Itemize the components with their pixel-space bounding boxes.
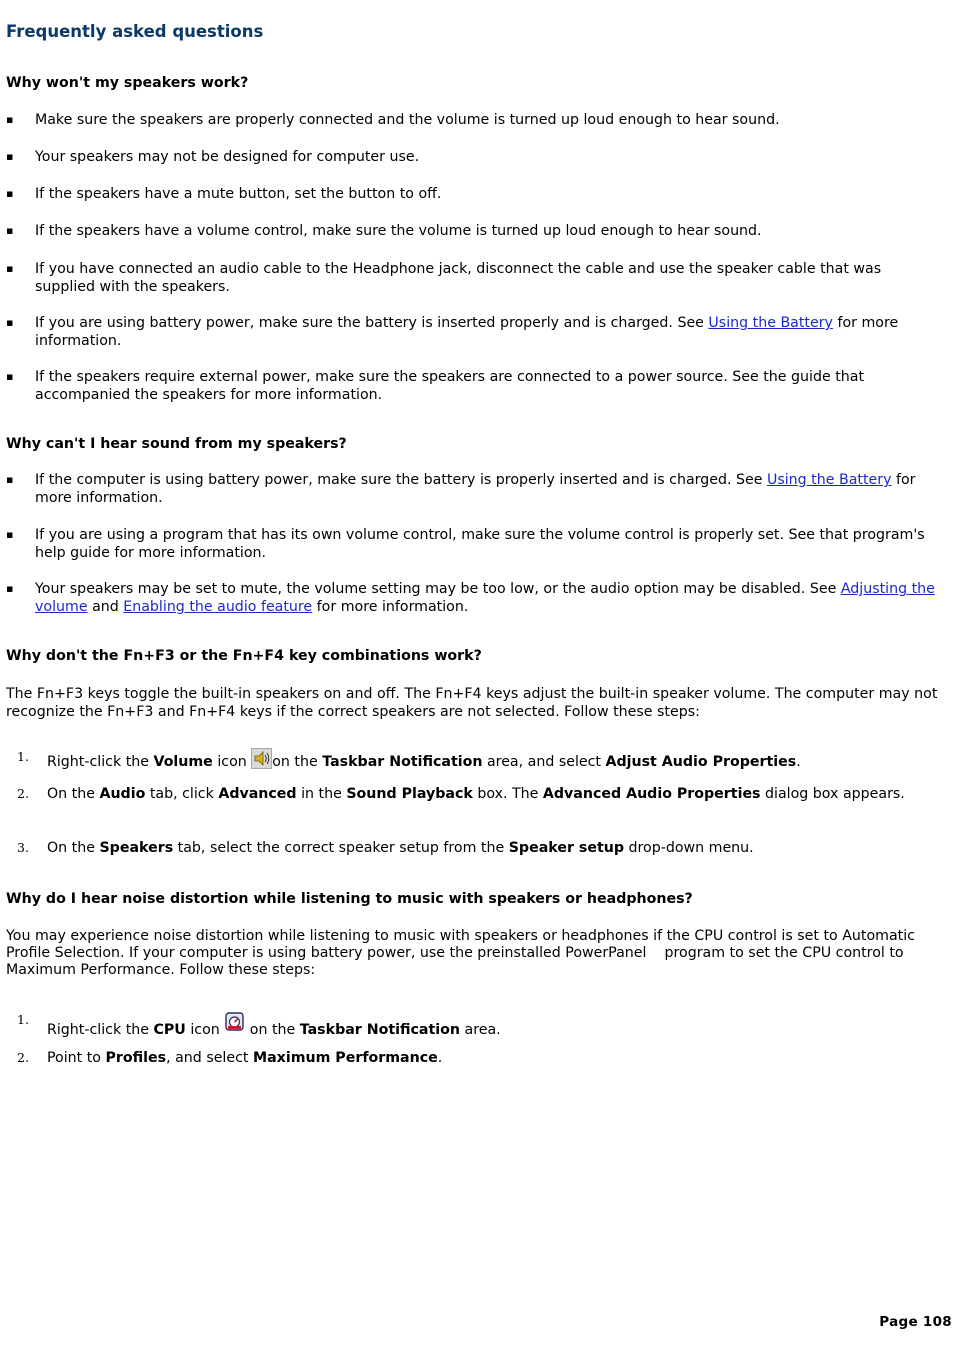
list-item: ▪ If the speakers have a mute button, set the button to off.: [6, 186, 442, 202]
paragraph: You may experience noise distortion while listening to music with speakers or headphones if the CPU control is set to Automatic Profile Selection. If your computer is using battery power, use the preinstalled PowerPanel program to set the CPU control to Maximum Performance. Follow these steps:: [6, 928, 915, 978]
bullet-marker: ▪: [6, 113, 14, 126]
list-item: ▪ If you have connected an audio cable to the Headphone jack, disconnect the cable and use the speaker cable that was supplied with the speakers.: [6, 261, 882, 295]
question-heading: Why won't my speakers work?: [6, 75, 249, 91]
list-item: ▪ If the speakers have a volume control, make sure the volume is turned up loud enough to hear sound.: [6, 223, 762, 239]
bullet-marker: ▪: [6, 262, 14, 275]
step-number: 1.: [17, 1012, 29, 1027]
cpu-powerpanel-icon: [224, 1011, 245, 1037]
list-item: ▪ If the computer is using battery power, make sure the battery is properly inserted and is charged. See Using the Battery for more information.: [6, 472, 916, 506]
list-item: ▪ Make sure the speakers are properly connected and the volume is turned up loud enough to hear sound.: [6, 112, 780, 128]
step-item: 2. On the Audio tab, click Advanced in the Sound Playback box. The Advanced Audio Properties dialog box appears.: [17, 786, 905, 802]
bullet-marker: ▪: [6, 473, 14, 486]
step-item: 1. Right-click the Volume icon on the Taskbar Notification area, and select Adjust Audio Properties.: [17, 748, 937, 774]
bullet-marker: ▪: [6, 582, 14, 595]
list-item: ▪ If you are using a program that has its own volume control, make sure the volume control is properly set. See that program's help guide for more information.: [6, 527, 925, 561]
using-the-battery-link[interactable]: Using the Battery: [766, 472, 892, 488]
question-heading: Why don't the Fn+F3 or the Fn+F4 key combinations work?: [6, 648, 482, 664]
step-number: 2.: [17, 1050, 29, 1065]
using-the-battery-link[interactable]: Using the Battery: [708, 315, 833, 331]
list-item: ▪ Your speakers may be set to mute, the volume setting may be too low, or the audio option may be disabled. See Adjusting the volume and Enabling the audio feature for more information.: [6, 581, 935, 615]
bullet-marker: ▪: [6, 187, 14, 200]
bullet-marker: ▪: [6, 370, 14, 383]
speaker-volume-icon: [251, 748, 272, 774]
step-number: 1.: [17, 749, 29, 764]
step-item: 3. On the Speakers tab, select the correct speaker setup from the Speaker setup drop-down menu.: [17, 840, 754, 856]
page-title: Frequently asked questions: [6, 22, 264, 41]
list-item: ▪ Your speakers may not be designed for computer use.: [6, 149, 420, 165]
adjusting-the-volume-link[interactable]: Adjusting the volume: [35, 581, 935, 615]
question-heading: Why do I hear noise distortion while listening to music with speakers or headphones?: [6, 891, 693, 907]
list-item: ▪ If you are using battery power, make sure the battery is inserted properly and is charged. See Using the Battery for more information.: [6, 315, 899, 349]
paragraph: The Fn+F3 keys toggle the built-in speakers on and off. The Fn+F4 keys adjust the built-in speaker volume. The computer may not recognize the Fn+F3 and Fn+F4 keys if the correct speakers are not selected. Follow these steps:: [6, 686, 938, 720]
step-number: 2.: [17, 786, 29, 801]
bullet-marker: ▪: [6, 224, 14, 237]
step-item: 2. Point to Profiles, and select Maximum Performance.: [17, 1050, 443, 1066]
step-item: 1. Right-click the CPU icon on the Taskbar Notification area.: [17, 1012, 501, 1038]
question-heading: Why can't I hear sound from my speakers?: [6, 436, 347, 452]
step-number: 3.: [17, 840, 29, 855]
page-number: Page 108: [879, 1314, 952, 1330]
bullet-marker: ▪: [6, 316, 14, 329]
bullet-marker: ▪: [6, 150, 14, 163]
bullet-marker: ▪: [6, 528, 14, 541]
enabling-the-audio-feature-link[interactable]: Enabling the audio feature: [123, 599, 313, 615]
list-item: ▪ If the speakers require external power, make sure the speakers are connected to a power source. See the guide that accompanied the speakers for more information.: [6, 369, 865, 403]
